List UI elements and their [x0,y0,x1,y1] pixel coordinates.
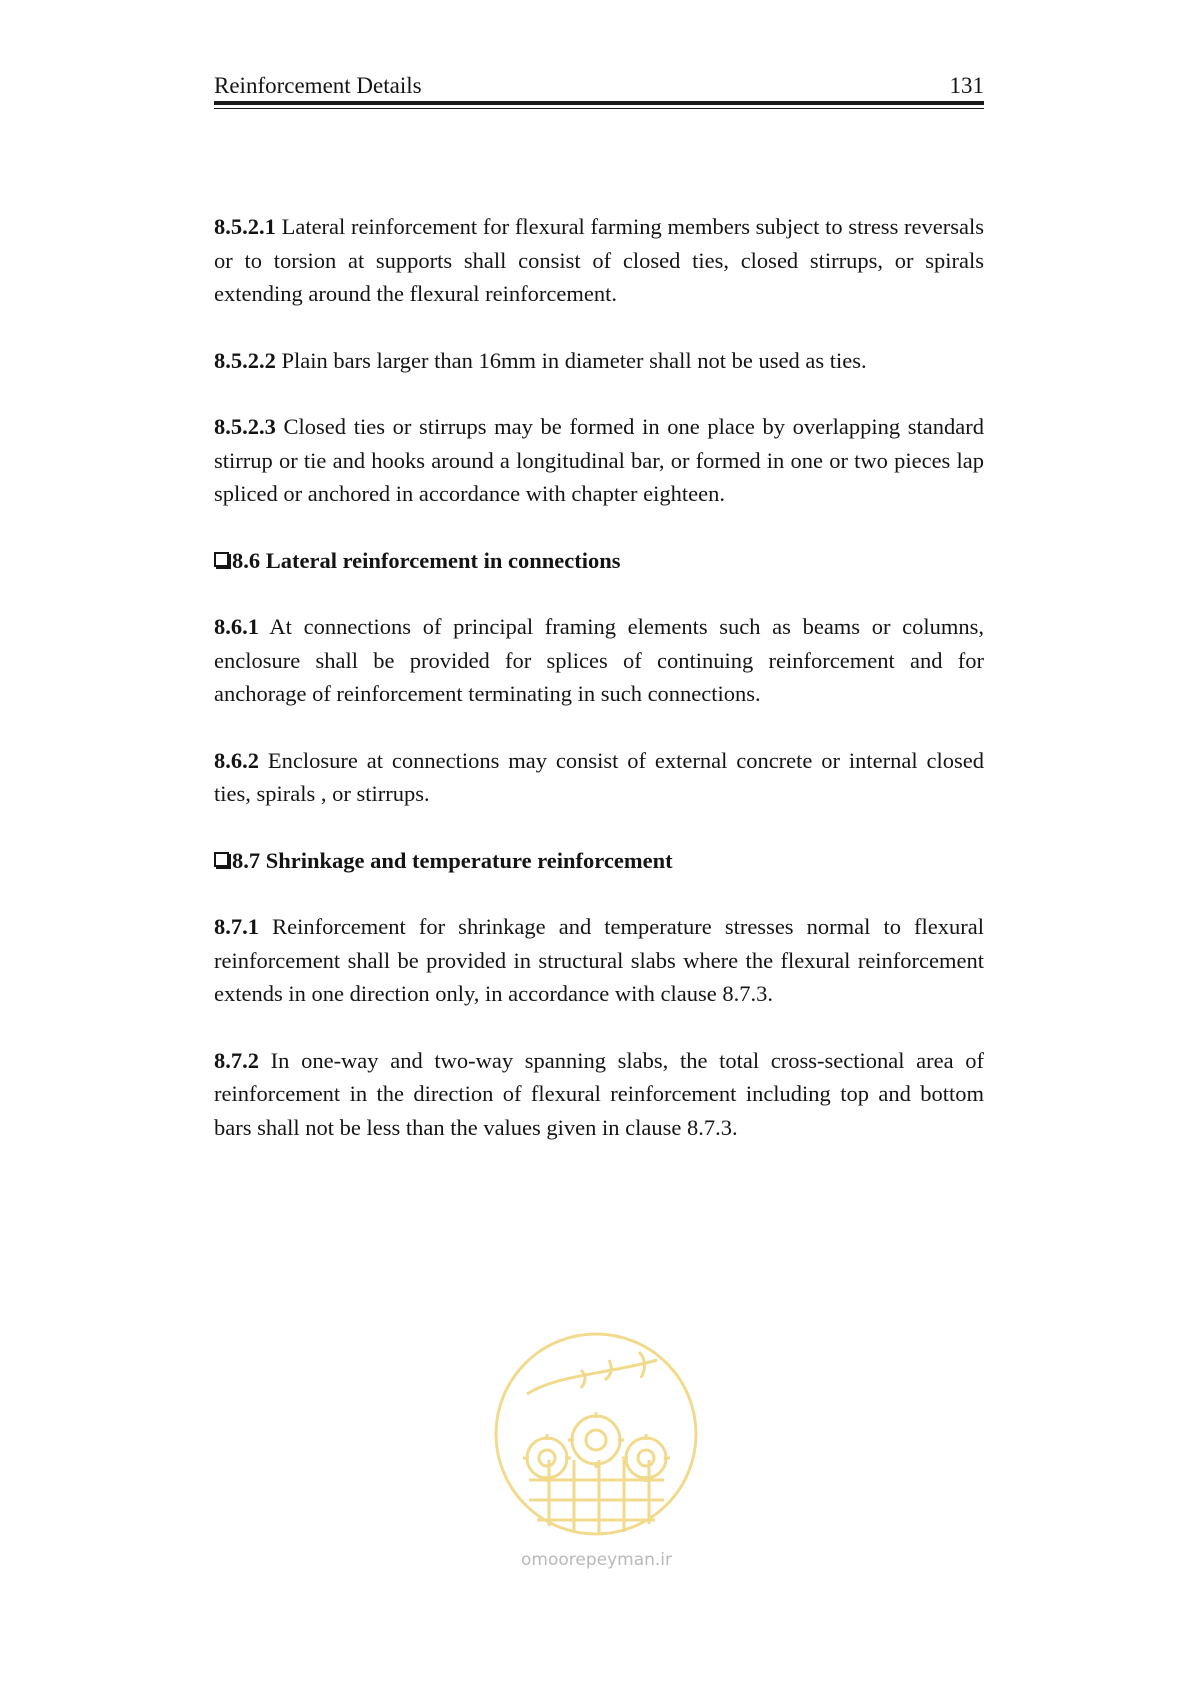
checkbox-bullet-icon [214,552,229,567]
header-rule-thin [214,108,984,109]
clause-number: 8.5.2.1 [214,214,276,239]
clause-8-5-2-2 [214,344,984,378]
clause-number: 8.7.1 [214,914,259,939]
clause-text: Plain bars larger than 16mm in diameter shall not be used as ties. [281,347,867,373]
clause-number: 8.6.1 [214,614,259,639]
clause-number: 8.5.2.3 [214,414,276,439]
clause-8-7-1 [214,910,984,1011]
clause-8-5-2-3 [214,410,984,511]
section-heading-8-7 [214,844,984,878]
checkbox-bullet-icon [214,852,229,867]
clause-number: 8.6.2 [214,747,259,773]
clause-number: 8.7.2 [214,1047,259,1073]
clause-text: Lateral reinforcement for flexural farming members subject to stress reversals or to torsion at supports shall consist of closed ties, closed stirrups, or spirals extending around the flexural reinforcement. [214,214,984,306]
clause-8-6-2 [214,744,984,811]
watermark-emblem-icon [489,1330,704,1540]
clause-8-5-2-1 [214,210,984,311]
section-heading-8-6 [214,544,984,578]
clause-text: Enclosure at connections may consist of external concrete or internal closed ties, spirals , or stirrups. [214,747,984,806]
running-title: Reinforcement Details [214,73,422,98]
clause-text: At connections of principal framing elements such as beams or columns, enclosure shall be provided for splices of continuing reinforcement and for anchorage of reinforcement terminating in such connections. [214,614,984,706]
watermark-caption: omoorepeyman.ir [520,1550,673,1570]
clause-8-6-1 [214,610,984,711]
page-body [214,210,984,1177]
clause-text: Reinforcement for shrinkage and temperature stresses normal to flexural reinforcement shall be provided in structural slabs where the flexural reinforcement extends in one direction only, in accordance with clause 8.7.3. [214,914,985,1006]
section-heading-text: 8.7 Shrinkage and temperature reinforcement [232,847,673,873]
watermark-logo [489,1330,704,1600]
page-header [214,72,984,112]
clause-number: 8.5.2.2 [214,347,276,373]
section-heading-text: 8.6 Lateral reinforcement in connections [232,547,621,573]
clause-text: Closed ties or stirrups may be formed in one place by overlapping standard stirrup or tie and hooks around a longitudinal bar, or formed in one or two pieces lap spliced or anchored in accordance with chapter eighteen. [214,414,985,506]
page-number: 131 [949,73,984,98]
clause-text: In one-way and two-way spanning slabs, the total cross-sectional area of reinforcement in the direction of flexural reinforcement including top and bottom bars shall not be less than the values given in clause 8.7.3. [214,1047,985,1140]
header-rule-thick [214,101,984,105]
clause-8-7-2 [214,1044,984,1145]
